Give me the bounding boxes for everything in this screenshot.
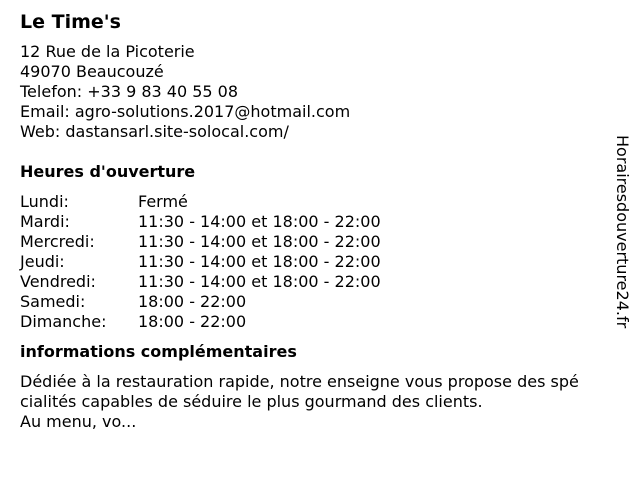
day-label: Mardi: bbox=[20, 212, 70, 231]
additional-info-heading: informations complémentaires bbox=[20, 342, 297, 361]
business-card bbox=[20, 10, 620, 432]
city-postal: 49070 Beaucouzé bbox=[20, 62, 164, 81]
hours-value: 18:00 - 22:00 bbox=[138, 292, 247, 311]
street-address: 12 Rue de la Picoterie bbox=[20, 42, 195, 61]
business-name: Le Time's bbox=[20, 11, 121, 33]
hours-row-saturday bbox=[20, 292, 620, 312]
opening-hours-table bbox=[20, 192, 620, 332]
hours-row-friday bbox=[20, 272, 620, 292]
hours-value: 11:30 - 14:00 et 18:00 - 22:00 bbox=[138, 272, 381, 291]
day-label: Dimanche: bbox=[20, 312, 107, 331]
phone-number: Telefon: +33 9 83 40 55 08 bbox=[20, 82, 239, 101]
opening-hours-heading: Heures d'ouverture bbox=[20, 162, 196, 181]
description-line: Au menu, vo... bbox=[20, 412, 137, 431]
hours-row-monday bbox=[20, 192, 620, 212]
hours-value: 18:00 - 22:00 bbox=[138, 312, 247, 331]
day-label: Jeudi: bbox=[20, 252, 65, 271]
hours-row-tuesday bbox=[20, 212, 620, 232]
hours-row-sunday bbox=[20, 312, 620, 332]
description-line: cialités capables de séduire le plus gourmand des clients. bbox=[20, 392, 483, 411]
day-label: Lundi: bbox=[20, 192, 69, 211]
hours-value: 11:30 - 14:00 et 18:00 - 22:00 bbox=[138, 232, 381, 251]
hours-value: Fermé bbox=[138, 192, 188, 211]
day-label: Samedi: bbox=[20, 292, 86, 311]
source-watermark: Horairesdouverture24.fr bbox=[613, 135, 632, 329]
website: Web: dastansarl.site-solocal.com/ bbox=[20, 122, 289, 141]
hours-value: 11:30 - 14:00 et 18:00 - 22:00 bbox=[138, 252, 381, 271]
email-address: Email: agro-solutions.2017@hotmail.com bbox=[20, 102, 351, 121]
hours-value: 11:30 - 14:00 et 18:00 - 22:00 bbox=[138, 212, 381, 231]
day-label: Mercredi: bbox=[20, 232, 95, 251]
day-label: Vendredi: bbox=[20, 272, 96, 291]
hours-row-thursday bbox=[20, 252, 620, 272]
description bbox=[20, 372, 620, 432]
description-line: Dédiée à la restauration rapide, notre enseigne vous propose des spé bbox=[20, 372, 579, 391]
hours-row-wednesday bbox=[20, 232, 620, 252]
